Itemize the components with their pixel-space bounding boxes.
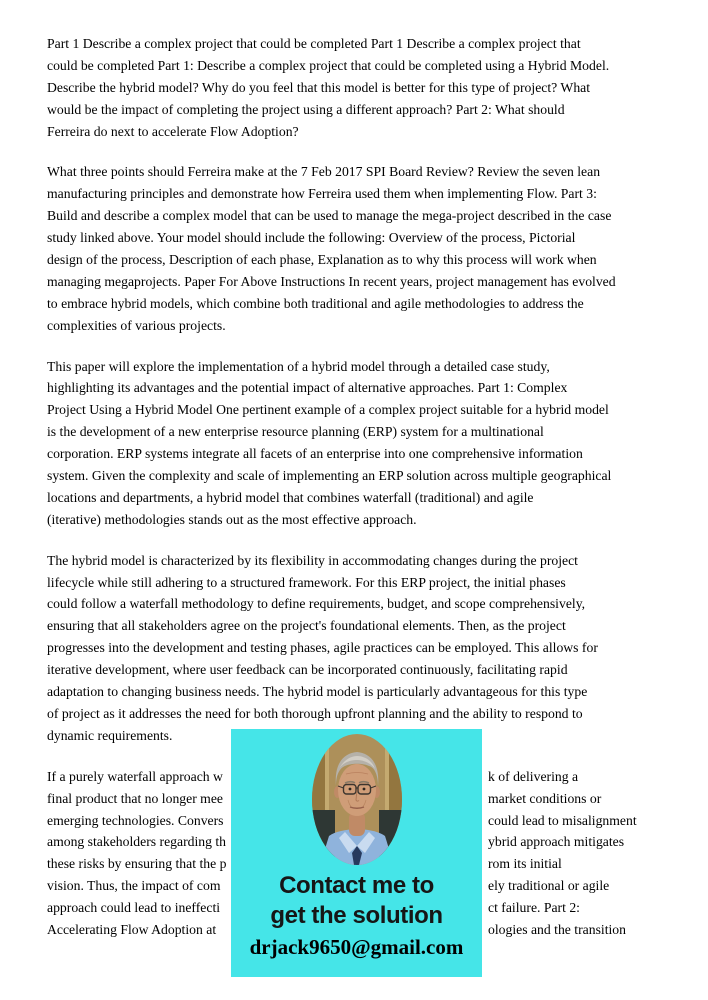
text-fragment-left: among stakeholders regarding th: [47, 834, 227, 850]
text-fragment-right: ybrid approach mitigates: [488, 834, 625, 850]
ad-headline-line2: get the solution: [270, 902, 443, 929]
text-fragment-right: rom its initial: [488, 856, 562, 872]
text-line: lifecycle while still adhering to a structured framework. For this ERP project, the initial phases: [47, 574, 566, 590]
ad-headline-line1: Contact me to: [279, 872, 434, 899]
text-line: corporation. ERP systems integrate all facets of an enterprise into one comprehensive information: [47, 446, 583, 462]
text-line: highlighting its advantages and the potential impact of alternative approaches. Part 1: Complex: [47, 380, 568, 396]
text-line: progresses into the development and testing phases, agile practices can be employed. This allows for: [47, 640, 598, 656]
text-line: could follow a waterfall methodology to define requirements, budget, and scope comprehensively,: [47, 596, 586, 612]
text-line: (iterative) methodologies stands out as the most effective approach.: [47, 511, 417, 527]
elderly-man-portrait-icon: [312, 734, 402, 865]
text-line: Build and describe a complex model that can be used to manage the mega-project described in the case: [47, 208, 612, 224]
text-line: What three points should Ferreira make at the 7 Feb 2017 SPI Board Review? Review the seven lean: [47, 164, 601, 180]
tutor-avatar: [312, 734, 402, 865]
text-fragment-right: ct failure. Part 2:: [488, 900, 580, 916]
text-line: Part 1 Describe a complex project that could be completed Part 1 Describe a complex project that: [47, 36, 581, 51]
text-fragment-right: market conditions or: [488, 790, 602, 806]
text-line: ensuring that all stakeholders agree on the project's foundational elements. Then, as the project: [47, 618, 566, 634]
text-line: complexities of various projects.: [47, 317, 226, 333]
text-fragment-left: emerging technologies. Convers: [47, 812, 224, 828]
text-line: Ferreira do next to accelerate Flow Adoption?: [47, 123, 299, 139]
text-fragment-left: vision. Thus, the impact of com: [47, 878, 221, 894]
text-line: dynamic requirements.: [47, 727, 173, 743]
text-fragment-right: could lead to misalignment: [488, 812, 637, 828]
text-line: is the development of a new enterprise resource planning (ERP) system for a multinational: [47, 424, 544, 440]
text-line: The hybrid model is characterized by its flexibility in accommodating changes during the project: [47, 552, 578, 568]
ad-contact-email[interactable]: drjack9650@gmail.com: [249, 935, 464, 959]
text-line: locations and departments, a hybrid model that combines waterfall (traditional) and agile: [47, 489, 534, 505]
text-line: iterative development, where user feedback can be incorporated continuously, facilitating rapid: [47, 662, 568, 678]
text-fragment-right: k of delivering a: [488, 768, 579, 784]
text-line: Describe the hybrid model? Why do you feel that this model is better for this type of project? What: [47, 79, 591, 95]
text-fragment-right: ologies and the transition: [488, 921, 626, 937]
solution-ad-overlay: [231, 729, 482, 977]
text-line: managing megaprojects. Paper For Above Instructions In recent years, project management has evolved: [47, 273, 616, 289]
text-line: could be completed Part 1: Describe a complex project that could be completed using a Hybrid Model.: [47, 57, 610, 73]
paragraph: [47, 161, 663, 336]
text-fragment-left: these risks by ensuring that the p: [47, 856, 227, 872]
text-fragment-left: approach could lead to ineffecti: [47, 900, 221, 916]
text-fragment-left: Accelerating Flow Adoption at: [47, 921, 217, 937]
text-line: system. Given the complexity and scale of implementing an ERP solution across multiple geographical: [47, 468, 612, 484]
text-fragment-left: If a purely waterfall approach w: [47, 768, 223, 784]
text-line: manufacturing principles and demonstrate how Ferreira used them when implementing Flow. Part 3:: [47, 186, 597, 202]
text-line: study linked above. Your model should include the following: Overview of the process, Pictorial: [47, 230, 576, 246]
text-fragment-right: ely traditional or agile: [488, 878, 610, 894]
text-line: Project Using a Hybrid Model One pertinent example of a complex project suitable for a hybrid model: [47, 402, 609, 418]
paragraph: [47, 356, 663, 531]
ad-headline: [231, 871, 482, 931]
text-fragment-left: final product that no longer mee: [47, 790, 223, 806]
paragraph: [47, 33, 663, 142]
text-line: to embrace hybrid models, which combine both traditional and agile methodologies to address the: [47, 295, 584, 311]
text-line: of project as it addresses the need for both thorough upfront planning and the ability to respond to: [47, 705, 583, 721]
text-line: adaptation to changing business needs. The hybrid model is particularly advantageous for this type: [47, 684, 588, 700]
text-line: would be the impact of completing the project using a different approach? Part 2: What should: [47, 101, 565, 117]
text-line: This paper will explore the implementation of a hybrid model through a detailed case study,: [47, 358, 550, 374]
paragraph: [47, 550, 663, 747]
text-line: design of the process, Description of each phase, Explanation as to why this process will work when: [47, 252, 597, 268]
